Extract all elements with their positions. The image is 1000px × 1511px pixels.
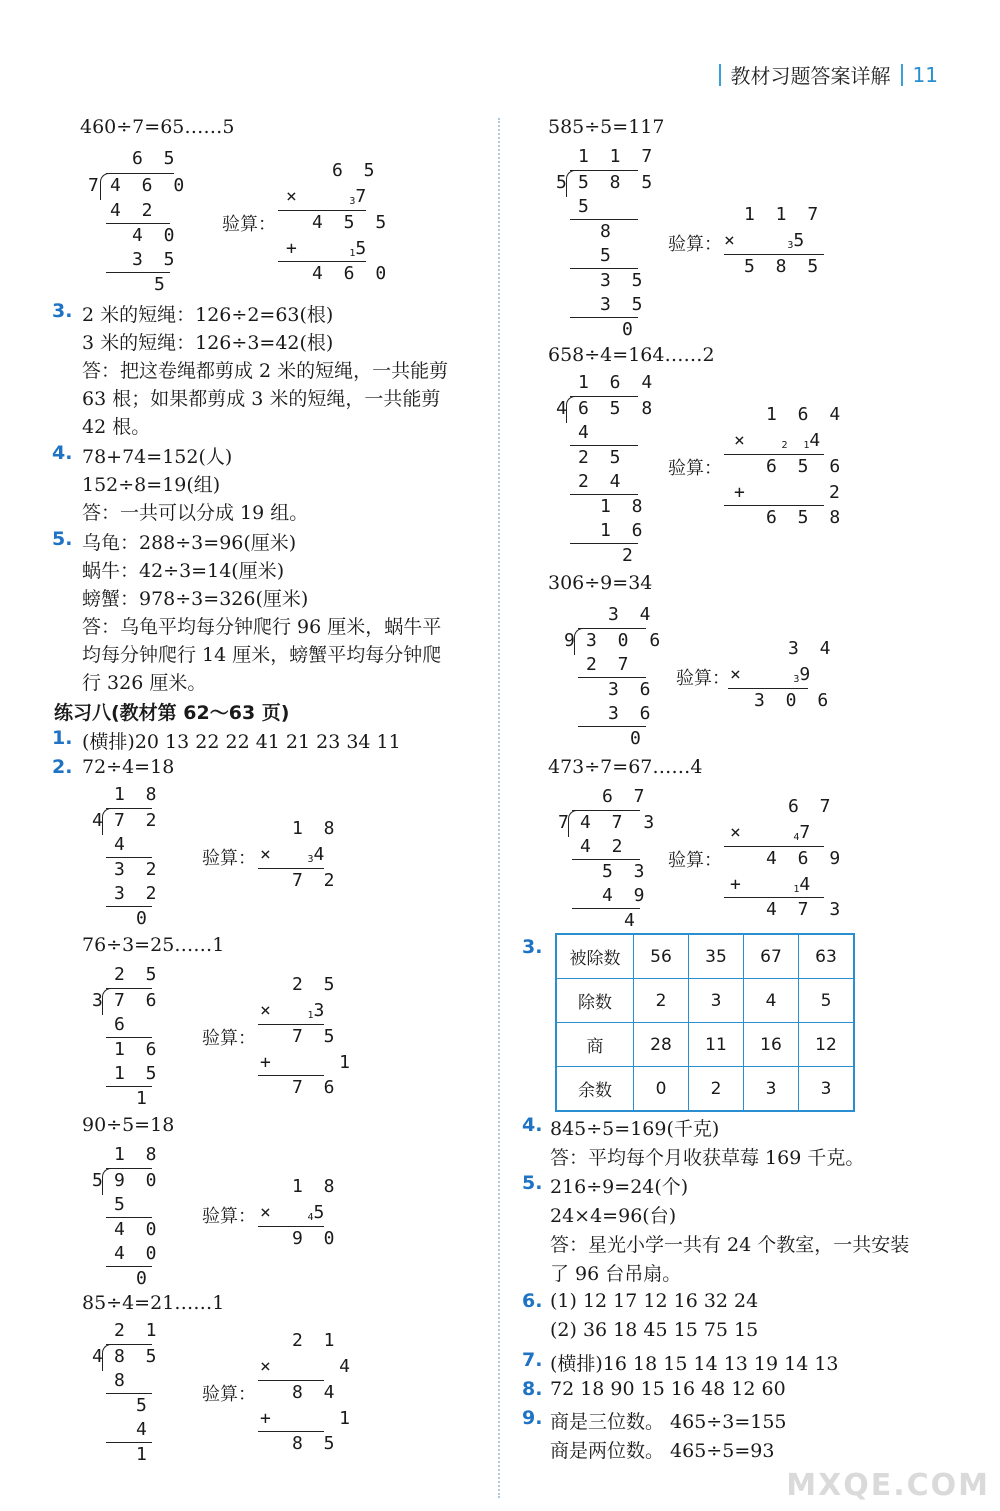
equation: 585÷5=117 bbox=[548, 116, 665, 138]
table-cell: 16 bbox=[744, 1023, 799, 1067]
row-header: 被除数 bbox=[556, 934, 634, 979]
table-row bbox=[556, 1067, 854, 1112]
text-line: 63 根；如果都剪成 3 米的短绳，一共能剪 bbox=[82, 388, 441, 410]
equation: 85÷4=21……1 bbox=[82, 1292, 225, 1314]
table-cell: 0 bbox=[634, 1067, 689, 1112]
text-line: 216÷9=24(个) bbox=[550, 1176, 689, 1198]
section-heading: 练习八(教材第 62～63 页) bbox=[54, 702, 290, 724]
equation: 460÷7=65……5 bbox=[80, 116, 235, 138]
question-number: 9. bbox=[522, 1407, 543, 1429]
question-number: 5. bbox=[522, 1172, 543, 1194]
text-line: 答：把这卷绳都剪成 2 米的短绳，一共能剪 bbox=[82, 360, 449, 382]
table-row bbox=[556, 934, 854, 979]
text-line: (1) 12 17 12 16 32 24 bbox=[550, 1290, 759, 1312]
header-bar bbox=[901, 64, 903, 86]
text-line: 商是两位数。 465÷5=93 bbox=[550, 1440, 775, 1462]
question-number: 4. bbox=[52, 442, 73, 464]
text-line: 42 根。 bbox=[82, 416, 151, 438]
text-line: 845÷5=169(千克) bbox=[550, 1118, 720, 1140]
division-table bbox=[555, 933, 855, 1112]
question-number: 6. bbox=[522, 1290, 543, 1312]
text-line: 答：乌龟平均每分钟爬行 96 厘米，蜗牛平 bbox=[82, 616, 442, 638]
question-number: 4. bbox=[522, 1114, 543, 1136]
question-number: 3. bbox=[522, 936, 543, 958]
table-cell: 67 bbox=[744, 934, 799, 979]
equation: 658÷4=164……2 bbox=[548, 344, 715, 366]
table-cell: 56 bbox=[634, 934, 689, 979]
text-line: (横排)20 13 22 22 41 21 23 34 11 bbox=[82, 731, 401, 753]
text-line: 答：一共可以分成 19 组。 bbox=[82, 502, 309, 524]
table-cell: 11 bbox=[689, 1023, 744, 1067]
text-line: 乌龟：288÷3=96(厘米) bbox=[82, 532, 297, 554]
row-header: 商 bbox=[556, 1023, 634, 1067]
equation: 306÷9=34 bbox=[548, 572, 653, 594]
text-line: 3 米的短绳：126÷3=42(根) bbox=[82, 332, 334, 354]
text-line: 螃蟹：978÷3=326(厘米) bbox=[82, 588, 309, 610]
table-cell: 63 bbox=[799, 934, 855, 979]
text-line: (2) 36 18 45 15 75 15 bbox=[550, 1319, 759, 1341]
equation: 76÷3=25……1 bbox=[82, 934, 225, 956]
equation: 90÷5=18 bbox=[82, 1114, 175, 1136]
text-line: 答：星光小学一共有 24 个教室，一共安装 bbox=[550, 1234, 910, 1256]
text-line: 商是三位数。 465÷3=155 bbox=[550, 1411, 787, 1433]
page-number: 11 bbox=[912, 62, 938, 87]
row-header: 除数 bbox=[556, 979, 634, 1023]
question-number: 2. bbox=[52, 756, 73, 778]
question-number: 8. bbox=[522, 1378, 543, 1400]
table-row bbox=[556, 1023, 854, 1067]
text-line: 蜗牛：42÷3=14(厘米) bbox=[82, 560, 285, 582]
text-line: (横排)16 18 15 14 13 19 14 13 bbox=[550, 1353, 839, 1375]
table-cell: 3 bbox=[799, 1067, 855, 1112]
text-line: 均每分钟爬行 14 厘米，螃蟹平均每分钟爬 bbox=[82, 644, 442, 666]
table-cell: 2 bbox=[689, 1067, 744, 1112]
text-line: 152÷8=19(组) bbox=[82, 474, 221, 496]
header-bar bbox=[719, 64, 721, 86]
table-cell: 28 bbox=[634, 1023, 689, 1067]
text-line: 78+74=152(人) bbox=[82, 446, 233, 468]
question-number: 7. bbox=[522, 1349, 543, 1371]
table-cell: 3 bbox=[744, 1067, 799, 1112]
equation: 473÷7=67……4 bbox=[548, 756, 703, 778]
table-cell: 12 bbox=[799, 1023, 855, 1067]
equation: 72÷4=18 bbox=[82, 756, 175, 778]
table-cell: 4 bbox=[744, 979, 799, 1023]
text-line: 答：平均每个月收获草莓 169 千克。 bbox=[550, 1147, 865, 1169]
question-number: 3. bbox=[52, 300, 73, 322]
header-title: 教材习题答案详解 bbox=[730, 64, 891, 88]
watermark: MXQE.COM bbox=[786, 1468, 990, 1503]
text-line: 72 18 90 15 16 48 12 60 bbox=[550, 1378, 786, 1400]
column-divider bbox=[498, 118, 500, 1498]
page-header bbox=[719, 60, 938, 89]
text-line: 24×4=96(台) bbox=[550, 1205, 677, 1227]
text-line: 2 米的短绳：126÷2=63(根) bbox=[82, 304, 334, 326]
row-header: 余数 bbox=[556, 1067, 634, 1112]
text-line: 行 326 厘米。 bbox=[82, 672, 207, 694]
table-cell: 3 bbox=[689, 979, 744, 1023]
text-line: 了 96 台吊扇。 bbox=[550, 1263, 682, 1285]
table-cell: 2 bbox=[634, 979, 689, 1023]
table-row bbox=[556, 979, 854, 1023]
question-number: 1. bbox=[52, 727, 73, 749]
table-cell: 35 bbox=[689, 934, 744, 979]
question-number: 5. bbox=[52, 528, 73, 550]
table-cell: 5 bbox=[799, 979, 855, 1023]
